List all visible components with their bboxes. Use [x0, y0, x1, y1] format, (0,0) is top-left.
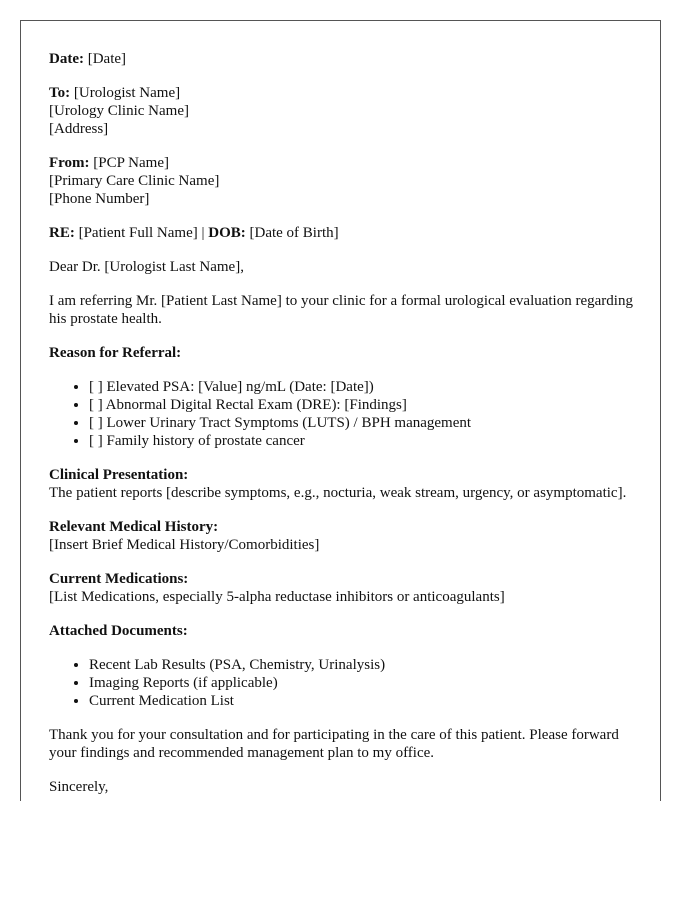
- re-label: RE:: [49, 225, 75, 241]
- clinical-section: [49, 466, 634, 502]
- re-line: [49, 224, 634, 242]
- attachments-list: [49, 656, 634, 710]
- date-value: [Date]: [87, 51, 127, 67]
- medications-section: [49, 570, 634, 606]
- re-value: [Patient Full Name] |: [78, 225, 205, 241]
- medications-text: [List Medications, especially 5-alpha reductase inhibitors or anticoagulants]: [49, 589, 505, 605]
- dob-value: [Date of Birth]: [249, 225, 339, 241]
- letter-content: [49, 50, 634, 801]
- history-section: [49, 518, 634, 554]
- salutation: Dear Dr. [Urologist Last Name],: [49, 259, 244, 275]
- clinical-text: The patient reports [describe symptoms, e.g., nocturia, weak stream, urgency, or asymptomatic].: [49, 485, 627, 501]
- to-recipient-name: [Urologist Name]: [73, 85, 181, 101]
- list-item: • Current Medication List: [89, 692, 634, 710]
- from-sender-name: [PCP Name]: [93, 155, 169, 171]
- from-block: [49, 154, 634, 208]
- intro-paragraph: I am referring Mr. [Patient Last Name] to your clinic for a formal urological evaluation regarding his prostate health.: [49, 293, 633, 327]
- list-item: • Imaging Reports (if applicable): [89, 674, 634, 692]
- from-clinic-name: [Primary Care Clinic Name]: [49, 173, 220, 189]
- to-block: [49, 84, 634, 138]
- signoff: Sincerely,: [49, 779, 109, 795]
- date-line: [49, 50, 634, 68]
- to-clinic-name: [Urology Clinic Name]: [49, 103, 189, 119]
- list-item: • [ ] Family history of prostate cancer: [89, 432, 634, 450]
- list-item: • [ ] Lower Urinary Tract Symptoms (LUTS) / BPH management: [89, 414, 634, 432]
- history-text: [Insert Brief Medical History/Comorbidities]: [49, 537, 320, 553]
- referral-heading-text: Reason for Referral:: [49, 345, 182, 361]
- to-address: [Address]: [49, 121, 109, 137]
- list-item: • [ ] Elevated PSA: [Value] ng/mL (Date: [Date]): [89, 378, 634, 396]
- to-label: To:: [49, 85, 71, 101]
- referral-list: [49, 378, 634, 450]
- from-phone: [Phone Number]: [49, 191, 150, 207]
- history-heading: Relevant Medical History:: [49, 519, 219, 535]
- medications-heading: Current Medications:: [49, 571, 189, 587]
- clinical-heading: Clinical Presentation:: [49, 467, 189, 483]
- dob-label: DOB:: [208, 225, 246, 241]
- referral-heading: [49, 344, 634, 362]
- letter-page: [20, 20, 661, 801]
- list-item: • Recent Lab Results (PSA, Chemistry, Urinalysis): [89, 656, 634, 674]
- closing-paragraph: Thank you for your consultation and for participating in the care of this patient. Please forward your findings and recommended management plan to my office.: [49, 727, 619, 761]
- list-item: • [ ] Abnormal Digital Rectal Exam (DRE): [Findings]: [89, 396, 634, 414]
- attachments-heading: [49, 622, 634, 640]
- date-label: Date:: [49, 51, 84, 67]
- attachments-heading-text: Attached Documents:: [49, 623, 188, 639]
- from-label: From:: [49, 155, 90, 171]
